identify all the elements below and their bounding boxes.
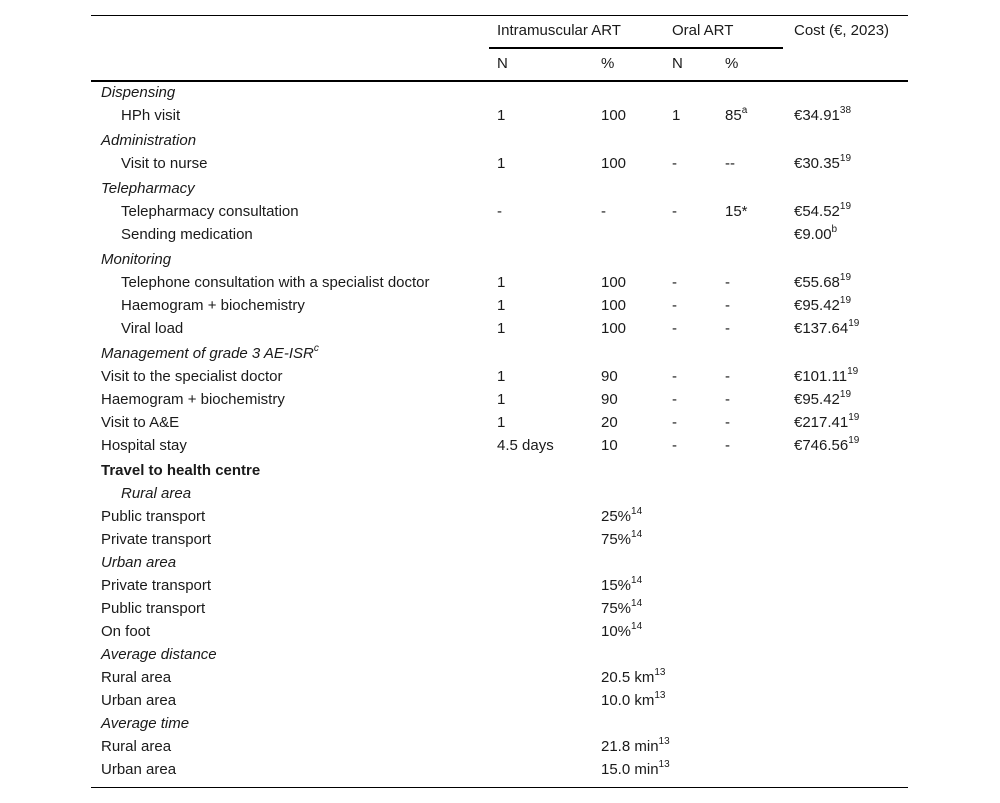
n-oral-text: - <box>672 414 677 431</box>
cost-value-superscript: 38 <box>839 105 852 116</box>
cost-value <box>794 320 859 337</box>
pct-intramuscular <box>601 531 642 548</box>
cost-value-text: €95.42 <box>794 391 840 408</box>
row-label <box>101 646 217 663</box>
cost-value-superscript: 19 <box>839 389 852 400</box>
n-oral <box>672 274 677 291</box>
n-intramuscular <box>497 274 505 291</box>
pct-oral <box>725 203 748 220</box>
n-intramuscular-text: 1 <box>497 155 506 172</box>
pct-intramuscular-text: 10 <box>601 437 618 454</box>
n-oral-text: - <box>672 297 677 314</box>
pct-oral <box>725 391 730 408</box>
row-label-text: Viral load <box>121 320 184 337</box>
cost-value <box>794 107 851 124</box>
pct-oral-text: - <box>725 297 730 314</box>
pct-intramuscular <box>601 761 670 778</box>
pct-intramuscular-text: 100 <box>601 274 627 291</box>
pct-intramuscular <box>601 155 626 172</box>
n-oral <box>672 437 677 454</box>
row-label <box>101 761 176 778</box>
n-oral <box>672 368 677 385</box>
cost-value-superscript: 19 <box>847 366 859 377</box>
row-label-text: Telephone consultation with a specialist doctor <box>121 274 430 291</box>
pct-intramuscular-text: 90 <box>601 368 618 385</box>
n-intramuscular <box>497 391 505 408</box>
cost-value-text: €95.42 <box>794 297 840 314</box>
row-label-text: Haemogram + biochemistry <box>121 297 305 314</box>
row-label <box>101 462 260 479</box>
row-label <box>101 669 171 686</box>
pct-intramuscular-text: 100 <box>601 107 627 124</box>
row-label <box>101 180 195 197</box>
row-label <box>121 203 299 220</box>
row-label-text: Dispensing <box>101 84 176 101</box>
pct-intramuscular <box>601 508 642 525</box>
row-label-text: Private transport <box>101 531 212 548</box>
pct-intramuscular <box>601 107 626 124</box>
n-intramuscular <box>497 414 505 431</box>
cost-value-superscript: 19 <box>839 272 852 283</box>
pct-oral <box>725 274 730 291</box>
pct-intramuscular-text: 100 <box>601 297 627 314</box>
row-label-text: Travel to health centre <box>101 462 261 479</box>
header-n-im: N <box>497 55 508 72</box>
row-label-text: Urban area <box>101 554 177 571</box>
row-label <box>101 715 189 732</box>
pct-intramuscular-text: 15.0 min <box>601 761 659 778</box>
cost-value-superscript: b <box>831 224 838 235</box>
pct-intramuscular <box>601 320 626 337</box>
cost-value-superscript: 19 <box>848 318 860 329</box>
pct-intramuscular-superscript: 13 <box>658 759 670 770</box>
pct-intramuscular <box>601 297 626 314</box>
pct-intramuscular-text: 21.8 min <box>601 738 659 755</box>
row-label <box>121 297 305 314</box>
header-pct-oral: % <box>725 55 739 72</box>
n-intramuscular <box>497 437 554 454</box>
cost-value <box>794 155 851 172</box>
row-label <box>101 345 319 362</box>
row-label <box>101 414 179 431</box>
cost-value <box>794 297 851 314</box>
pct-intramuscular <box>601 368 618 385</box>
cost-value-text: €137.64 <box>794 320 849 337</box>
cost-value-text: €54.52 <box>794 203 840 220</box>
pct-intramuscular-text: 100 <box>601 155 627 172</box>
pct-oral-text: - <box>725 320 730 337</box>
pct-intramuscular-text: 90 <box>601 391 618 408</box>
pct-intramuscular-text: 10% <box>601 623 632 640</box>
pct-intramuscular-superscript: 13 <box>654 667 666 678</box>
pct-oral <box>725 414 730 431</box>
cost-value <box>794 274 851 291</box>
pct-intramuscular-text: 15% <box>601 577 632 594</box>
n-intramuscular-text: 1 <box>497 274 506 291</box>
cost-value <box>794 391 851 408</box>
row-label-text: Visit to the specialist doctor <box>101 368 283 385</box>
n-intramuscular <box>497 297 505 314</box>
row-label-text: Monitoring <box>101 251 172 268</box>
row-label-text: Rural area <box>101 669 172 686</box>
row-label <box>101 738 171 755</box>
n-intramuscular-text: 1 <box>497 297 506 314</box>
row-label <box>101 531 211 548</box>
row-label-text: Average distance <box>101 646 217 663</box>
row-label-text: Management of grade 3 AE-ISR <box>101 345 314 362</box>
pct-intramuscular-text: - <box>601 203 606 220</box>
n-oral-text: - <box>672 203 677 220</box>
pct-intramuscular <box>601 738 670 755</box>
pct-intramuscular <box>601 203 606 220</box>
row-label <box>121 274 430 291</box>
row-label-text: HPh visit <box>121 107 181 124</box>
row-label-text: Urban area <box>101 761 177 778</box>
row-label <box>101 623 150 640</box>
pct-oral <box>725 437 730 454</box>
n-oral-text: - <box>672 320 677 337</box>
row-label <box>101 692 176 709</box>
pct-oral-superscript: a <box>741 105 748 116</box>
pct-oral-text: -- <box>725 155 735 172</box>
row-label <box>101 577 211 594</box>
n-oral <box>672 297 677 314</box>
pct-oral-text: - <box>725 391 730 408</box>
cost-value <box>794 414 859 431</box>
pct-oral-text: 85 <box>725 107 742 124</box>
pct-intramuscular-text: 20.5 km <box>601 669 655 686</box>
table-bottom-rule <box>91 787 908 788</box>
pct-intramuscular <box>601 414 618 431</box>
pct-intramuscular-superscript: 13 <box>654 690 666 701</box>
n-oral <box>672 155 677 172</box>
row-label-superscript: c <box>313 343 319 354</box>
header-intramuscular-art: Intramuscular ART <box>497 22 621 39</box>
cost-value-text: €101.11 <box>794 368 848 385</box>
cost-value-superscript: 19 <box>839 295 852 306</box>
cost-value-text: €30.35 <box>794 155 840 172</box>
pct-intramuscular-superscript: 14 <box>631 575 643 586</box>
pct-intramuscular <box>601 391 618 408</box>
row-label-text: Rural area <box>121 485 192 502</box>
n-intramuscular-text: - <box>497 203 502 220</box>
row-label <box>121 155 207 172</box>
cost-value-superscript: 19 <box>839 153 852 164</box>
pct-oral <box>725 107 747 124</box>
cost-value-superscript: 19 <box>848 435 860 446</box>
n-intramuscular-text: 1 <box>497 320 506 337</box>
n-oral-text: - <box>672 155 677 172</box>
table-top-rule <box>91 15 908 16</box>
n-oral-text: - <box>672 274 677 291</box>
row-label <box>101 391 285 408</box>
cost-table <box>91 0 908 803</box>
pct-intramuscular <box>601 577 642 594</box>
row-label-text: Urban area <box>101 692 177 709</box>
n-intramuscular <box>497 155 505 172</box>
pct-oral <box>725 297 730 314</box>
header-oral-art: Oral ART <box>672 22 734 39</box>
header-bottom-rule <box>91 80 908 82</box>
n-oral <box>672 414 677 431</box>
row-label <box>101 437 187 454</box>
row-label-text: On foot <box>101 623 151 640</box>
pct-oral-text: - <box>725 437 730 454</box>
header-pct-im: % <box>601 55 615 72</box>
row-label-text: Sending medication <box>121 226 253 243</box>
pct-oral-text: - <box>725 414 730 431</box>
n-intramuscular <box>497 320 505 337</box>
row-label <box>101 600 205 617</box>
pct-intramuscular <box>601 437 618 454</box>
row-label-text: Telepharmacy consultation <box>121 203 299 220</box>
pct-oral-text: 15* <box>725 203 748 220</box>
row-label-text: Public transport <box>101 600 206 617</box>
row-label <box>101 368 282 385</box>
row-label-text: Rural area <box>101 738 172 755</box>
cost-value-text: €9.00 <box>794 226 832 243</box>
row-label <box>101 84 175 101</box>
row-label-text: Hospital stay <box>101 437 187 454</box>
row-label-text: Visit to nurse <box>121 155 208 172</box>
pct-intramuscular <box>601 600 642 617</box>
pct-intramuscular-superscript: 14 <box>631 506 643 517</box>
row-label-text: Visit to A&E <box>101 414 180 431</box>
n-intramuscular-text: 1 <box>497 414 506 431</box>
row-label-text: Haemogram + biochemistry <box>101 391 285 408</box>
cost-value-text: €34.91 <box>794 107 840 124</box>
cost-value-text: €217.41 <box>794 414 849 431</box>
n-oral <box>672 203 677 220</box>
row-label-text: Public transport <box>101 508 206 525</box>
pct-intramuscular-text: 75% <box>601 600 632 617</box>
cost-value <box>794 203 851 220</box>
row-label <box>101 554 176 571</box>
n-intramuscular <box>497 107 505 124</box>
n-oral-text: - <box>672 391 677 408</box>
cost-value <box>794 368 858 385</box>
row-label <box>121 320 183 337</box>
n-oral-text: - <box>672 368 677 385</box>
n-oral-text: - <box>672 437 677 454</box>
n-oral <box>672 107 680 124</box>
pct-intramuscular-superscript: 13 <box>658 736 670 747</box>
cost-value-text: €746.56 <box>794 437 849 454</box>
cost-value <box>794 226 837 243</box>
row-label-text: Average time <box>101 715 190 732</box>
pct-intramuscular-text: 10.0 km <box>601 692 655 709</box>
cost-value <box>794 437 859 454</box>
pct-oral-text: - <box>725 368 730 385</box>
n-oral-text: 1 <box>672 107 681 124</box>
n-intramuscular-text: 1 <box>497 107 506 124</box>
header-n-oral: N <box>672 55 683 72</box>
row-label <box>121 226 253 243</box>
pct-intramuscular-text: 75% <box>601 531 632 548</box>
cost-value-superscript: 19 <box>848 412 860 423</box>
pct-intramuscular-superscript: 14 <box>631 621 643 632</box>
n-intramuscular <box>497 368 505 385</box>
n-oral <box>672 320 677 337</box>
row-label <box>101 251 171 268</box>
pct-intramuscular-text: 25% <box>601 508 632 525</box>
pct-intramuscular <box>601 274 626 291</box>
pct-intramuscular <box>601 692 665 709</box>
header-cost: Cost (€, 2023) <box>794 22 890 39</box>
row-label <box>121 107 180 124</box>
pct-intramuscular <box>601 623 642 640</box>
row-label <box>101 132 196 149</box>
group-header-rule <box>489 47 783 49</box>
row-label-text: Administration <box>101 132 197 149</box>
n-oral <box>672 391 677 408</box>
n-intramuscular-text: 1 <box>497 368 506 385</box>
pct-oral <box>725 368 730 385</box>
row-label-text: Telepharmacy <box>101 180 195 197</box>
pct-intramuscular-superscript: 14 <box>631 529 643 540</box>
cost-value-superscript: 19 <box>839 201 852 212</box>
n-intramuscular <box>497 203 502 220</box>
pct-intramuscular-text: 100 <box>601 320 627 337</box>
pct-oral-text: - <box>725 274 730 291</box>
pct-oral <box>725 155 735 172</box>
row-label <box>121 485 191 502</box>
n-intramuscular-text: 4.5 days <box>497 437 554 454</box>
pct-intramuscular <box>601 669 665 686</box>
row-label-text: Private transport <box>101 577 212 594</box>
n-intramuscular-text: 1 <box>497 391 506 408</box>
pct-oral <box>725 320 730 337</box>
row-label <box>101 508 205 525</box>
cost-value-text: €55.68 <box>794 274 840 291</box>
pct-intramuscular-text: 20 <box>601 414 618 431</box>
pct-intramuscular-superscript: 14 <box>631 598 643 609</box>
